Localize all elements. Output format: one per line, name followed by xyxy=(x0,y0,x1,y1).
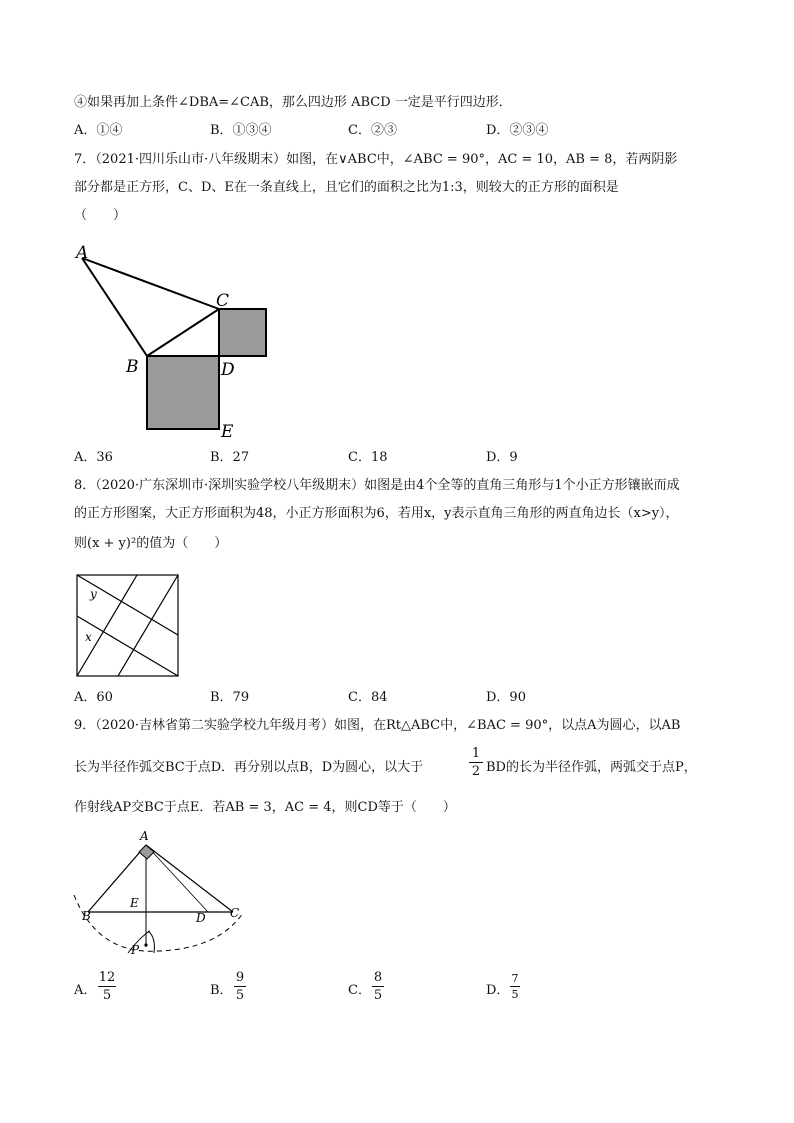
q9-arc-from-a xyxy=(74,895,243,951)
q9-label-a: A xyxy=(140,829,149,843)
q9-arc-from-d xyxy=(148,931,154,953)
q7-option-c: C．18 xyxy=(348,450,388,465)
q9-label-d: D xyxy=(196,911,206,925)
q6-statement-4: ④如果再加上条件∠DBA=∠CAB，那么四边形 ABCD 一定是平行四边形． xyxy=(74,95,512,110)
q8-label-x: x xyxy=(85,630,92,644)
q9-fraction-half xyxy=(469,746,483,779)
q8-text-line-3: 则(x + y)²的值为（ ） xyxy=(74,536,228,551)
q9-label-p: P xyxy=(131,943,140,957)
q8-label-y: y xyxy=(90,587,97,601)
q9-option-d-fraction xyxy=(510,972,520,1001)
q7-label-d: D xyxy=(221,360,235,380)
q9-side-ac xyxy=(146,845,233,912)
q8-triangle-edge-1 xyxy=(77,575,137,676)
q9-label-e: E xyxy=(130,896,139,910)
q9-option-c-num: 8 xyxy=(373,970,383,985)
q9-option-c-fraction xyxy=(372,970,384,1003)
q9-label-c: C xyxy=(230,906,240,920)
q6-option-a: A．①④ xyxy=(74,123,123,138)
q8-text-line-1: 8．（2020·广东深圳市·深圳实验学校八年级期末）如图是由4个全等的直角三角形与1个小正方形镶嵌而成 xyxy=(74,478,680,493)
q8-option-d: D．90 xyxy=(486,690,526,705)
q9-option-b-fraction xyxy=(234,970,246,1003)
q9-option-d-prefix: D． xyxy=(486,983,510,998)
q7-side-ab xyxy=(82,258,147,356)
q6-option-c: C．②③ xyxy=(348,123,397,138)
q7-option-a: A．36 xyxy=(74,450,113,465)
q7-side-bc xyxy=(147,309,219,356)
q9-fraction-numerator: 1 xyxy=(471,746,481,761)
q8-figure xyxy=(72,570,184,678)
q8-triangle-edge-4 xyxy=(77,616,178,676)
q7-large-square xyxy=(147,356,219,429)
q7-label-a: A xyxy=(76,243,89,263)
q9-option-a-den: 5 xyxy=(102,988,112,1003)
q8-option-b: B．79 xyxy=(210,690,250,705)
q9-option-a-fraction xyxy=(98,970,116,1003)
q8-triangle-edge-3 xyxy=(118,575,178,676)
q7-text-line-2: 部分都是正方形，C、D、E在一条直线上，且它们的面积之比为1:3，则较大的正方形的面积是 xyxy=(74,180,619,195)
q8-text-line-2: 的正方形图案，大正方形面积为48，小正方形面积为6，若用x，y表示直角三角形的两直角边长（x>y）， xyxy=(74,506,679,521)
q9-option-c-den: 5 xyxy=(373,988,383,1003)
q9-option-d-num: 7 xyxy=(511,972,519,985)
q9-option-a-prefix: A． xyxy=(74,983,97,998)
q8-option-a: A．60 xyxy=(74,690,113,705)
q9-option-a-num: 12 xyxy=(98,970,116,985)
q9-option-b-num: 9 xyxy=(235,970,245,985)
q6-option-b: B．①③④ xyxy=(210,123,272,138)
q7-text-line-3: （ ） xyxy=(74,208,127,223)
q9-option-d-den: 5 xyxy=(511,988,519,1001)
q7-option-b: B．27 xyxy=(210,450,250,465)
q9-text-line-1: 9．（2020·吉林省第二实验学校九年级月考）如图，在Rt△ABC中，∠BAC = 90°，以点A为圆心，以AB xyxy=(74,718,681,733)
q7-small-square xyxy=(219,309,266,356)
q9-text-line-3: 作射线AP交BC于点E．若AB = 3，AC = 4，则CD等于（ ） xyxy=(74,800,456,815)
q7-text-line-1: 7．（2021·四川乐山市·八年级期末）如图，在∨ABC中，∠ABC = 90°，AC = 10，AB = 8，若两阴影 xyxy=(74,152,678,167)
q7-label-c: C xyxy=(216,291,230,311)
q9-option-c-prefix: C． xyxy=(348,983,371,998)
q9-right-angle-mark xyxy=(139,845,154,859)
q9-option-b-prefix: B． xyxy=(210,983,233,998)
q9-text-line-2b: BD的长为半径作弧，两弧交于点P， xyxy=(486,760,697,775)
q9-figure xyxy=(68,825,258,960)
q8-triangle-edge-2 xyxy=(77,575,178,635)
q9-fraction-denominator: 2 xyxy=(471,764,481,779)
q9-option-b-den: 5 xyxy=(235,988,245,1003)
q7-label-e: E xyxy=(221,422,234,442)
q9-segment-ad xyxy=(146,845,208,912)
q7-side-ac xyxy=(82,258,219,309)
q9-label-b: B xyxy=(82,909,91,923)
q7-label-b: B xyxy=(126,357,139,377)
q7-figure xyxy=(70,238,300,443)
q7-option-d: D．9 xyxy=(486,450,518,465)
q9-text-line-2a: 长为半径作弧交BC于点D．再分别以点B，D为圆心，以大于 xyxy=(74,760,424,775)
q6-option-d: D．②③④ xyxy=(486,123,549,138)
q8-option-c: C．84 xyxy=(348,690,388,705)
q9-point-p xyxy=(144,943,147,946)
